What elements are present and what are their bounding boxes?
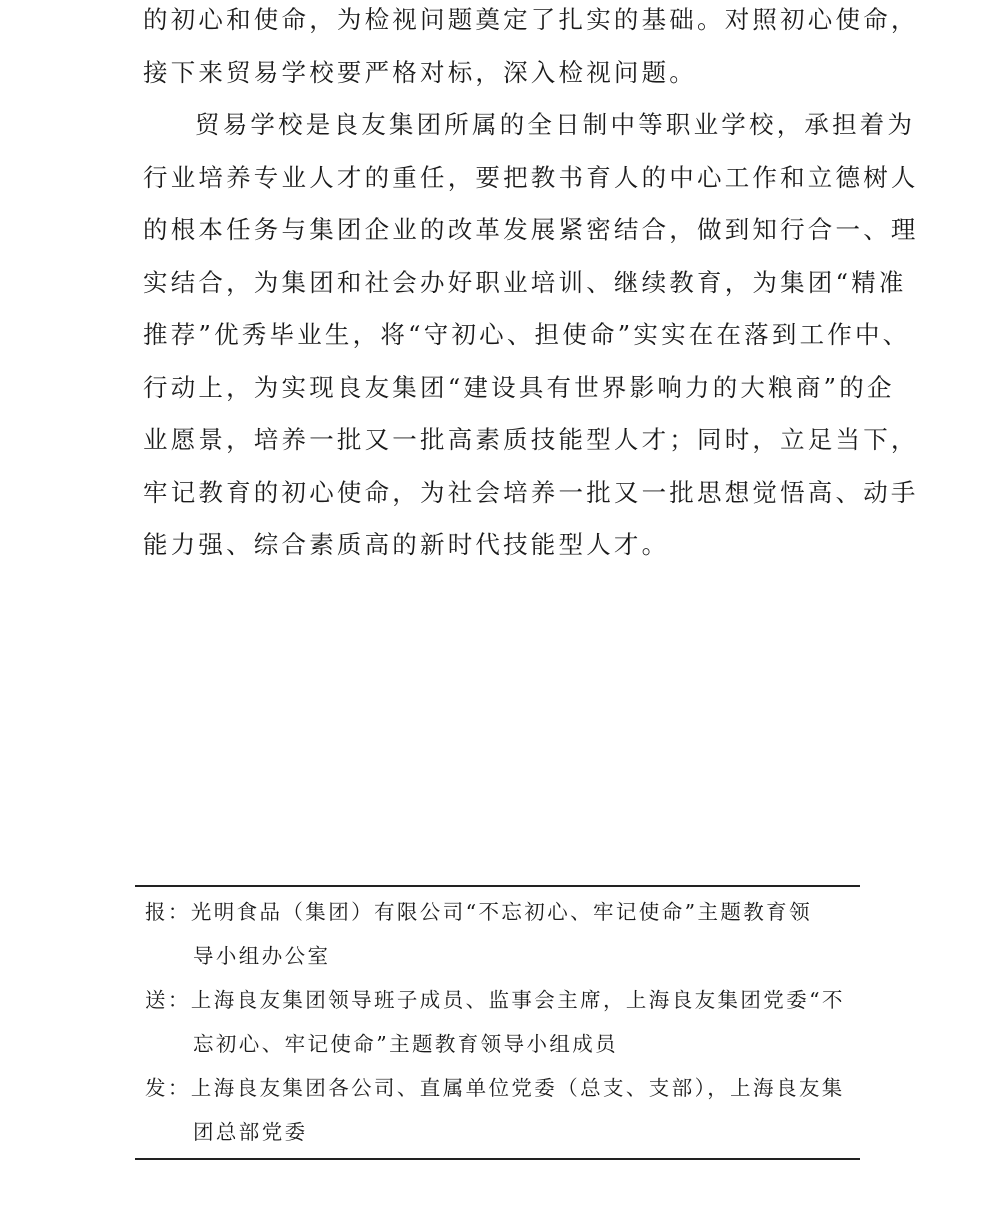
issue-line bbox=[145, 1066, 865, 1110]
paragraph-line: 推荐”优秀毕业生，将“守初心、担使命”实实在在落到工作中、 bbox=[143, 320, 911, 349]
paragraph-line: 贸易学校是良友集团所属的全日制中等职业学校，承担着为 bbox=[195, 110, 916, 139]
report-line-continued: 导小组办公室 bbox=[193, 944, 331, 968]
paragraph-line: 行动上，为实现良友集团“建设具有世界影响力的大粮商”的企 bbox=[143, 372, 895, 402]
paragraph-line: 行业培养专业人才的重任，要把教书育人的中心工作和立德树人 bbox=[143, 162, 919, 192]
distribution-bottom-rule bbox=[135, 1158, 860, 1160]
report-label: 报： bbox=[145, 900, 191, 924]
paragraph-line: 的根本任务与集团企业的改革发展紧密结合，做到知行合一、理 bbox=[143, 215, 919, 244]
issue-label: 发： bbox=[145, 1076, 191, 1100]
send-line bbox=[145, 978, 865, 1022]
send-recipients: 上海良友集团领导班子成员、监事会主席，上海良友集团党委“不 bbox=[190, 988, 845, 1012]
issue-line-continued: 团总部党委 bbox=[193, 1120, 308, 1144]
body-text bbox=[143, 0, 919, 572]
paragraph-line: 业愿景，培养一批又一批高素质技能型人才；同时，立足当下， bbox=[143, 425, 919, 454]
report-recipients: 光明食品（集团）有限公司“不忘初心、牢记使命”主题教育领 bbox=[190, 900, 812, 924]
paragraph-line: 接下来贸易学校要严格对标，深入检视问题。 bbox=[143, 57, 697, 87]
paragraph-line: 实结合，为集团和社会办好职业培训、继续教育，为集团“精准 bbox=[143, 267, 907, 297]
distribution-top-rule bbox=[135, 885, 860, 887]
paragraph-line: 的初心和使命，为检视问题奠定了扎实的基础。对照初心使命， bbox=[143, 5, 919, 34]
send-line-continued: 忘初心、牢记使命”主题教育领导小组成员 bbox=[193, 1032, 619, 1056]
send-label: 送： bbox=[145, 988, 191, 1012]
report-line bbox=[145, 890, 865, 934]
paragraph-line: 能力强、综合素质高的新时代技能型人才。 bbox=[143, 530, 670, 559]
paragraph-line: 牢记教育的初心使命，为社会培养一批又一批思想觉悟高、动手 bbox=[143, 477, 919, 507]
issue-recipients: 上海良友集团各公司、直属单位党委（总支、支部），上海良友集 bbox=[190, 1076, 845, 1100]
distribution-block bbox=[145, 890, 865, 1154]
